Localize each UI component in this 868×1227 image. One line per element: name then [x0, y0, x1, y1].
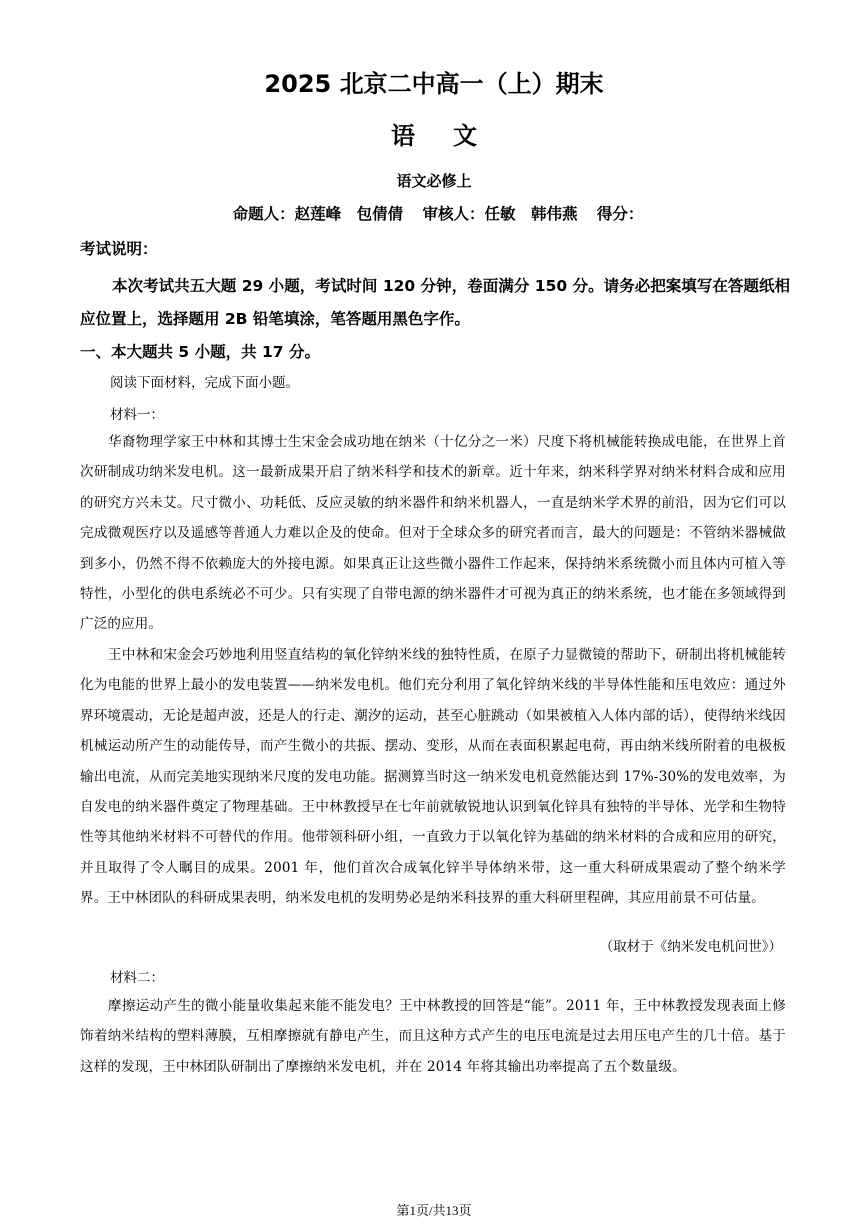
material1-paragraph-2: 王中林和宋金会巧妙地利用竖直结构的氧化锌纳米线的独特性质，在原子力显微镜的帮助下，研制出将机械能转化为电能的世界上最小的发电装置——纳米发电机。他们充分利用了氧化锌纳米线的半导体性能和压电效应：通过外界环境震动，无论是超声波，还是人的行走、潮汐的运动，甚至心脏跳动（如果被植入人体内部的话），使得纳米线因机械运动所产生的动能传导，而产生微小的共振、摆动、变形，从而在表面积累起电荷，再由纳米线所附着的电极板输出电流，从而完美地实现纳米尺度的发电功能。据测算当时这一纳米发电机竟然能达到 17%-30%的发电效率，为自发电的纳米器件奠定了物理基础。王中林教授早在七年前就敏锐地认识到氧化锌具有独特的半导体、光学和生物特性等其他纳米材料不可替代的作用。他带领科研小组，一直致力于以氧化锌为基础的纳米材料的合成和应用的研究，并且取得了令人瞩目的成果。2001 年，他们首次合成氧化锌半导体纳米带，这一重大科研成果震动了整个纳米学界。王中林团队的科研成果表明，纳米发电机的发明势必是纳米科技界的重大科研里程碑，其应用前景不可估量。: [80, 647, 786, 907]
author-line: [0, 201, 868, 227]
course-subtitle: 语文必修上: [396, 172, 472, 190]
score-label: 得分：: [596, 205, 644, 223]
material2-paragraph-1: 摩擦运动产生的微小能量收集起来能不能发电？王中林教授的回答是“能”。2011 年，王中林教授发现表面上修饰着纳米结构的塑料薄膜，互相摩擦就有静电产生，而且这种方式产生的电压电流是过去用压电产生的几十倍。基于这样的发现，王中林团队研制出了摩擦纳米发电机，并在 2014 年将其输出功率提高了五个数量级。: [80, 998, 786, 1075]
material1-paragraph-1: 华裔物理学家王中林和其博士生宋金会成功地在纳米（十亿分之一米）尺度下将机械能转换成电能，在世界上首次研制成功纳米发电机。这一最新成果开启了纳米科学和技术的新章。近十年来，纳米科学界对纳米材料合成和应用的研究方兴未艾。尺寸微小、功耗低、反应灵敏的纳米器件和纳米机器人，一直是纳米学术界的前沿，因为它们可以完成微观医疗以及遥感等普通人力难以企及的使命。但对于全球众多的研究者而言，最大的问题是：不管纳米器械做到多小，仍然不得不依赖庞大的外接电源。如果真正让这些微小器件工作起来，保持纳米系统微小而且体内可植入等特性，小型化的供电系统必不可少。只有实现了自带电源的纳米器件才可视为真正的纳米系统，也才能在多领域得到广泛的应用。: [80, 434, 786, 633]
exam-title: 2025 北京二中高一（上）期末: [264, 70, 604, 98]
setters-label: 命题人：赵莲峰 包倩倩: [232, 205, 404, 223]
material2-label: 材料二：: [110, 970, 164, 986]
reviewers-label: 审核人：任敏 韩伟燕: [422, 205, 578, 223]
section-heading: 一、本大题共 5 小题，共 17 分。: [80, 343, 320, 361]
subject-title: 语文: [391, 122, 515, 150]
instructions-heading: 考试说明：: [80, 240, 158, 258]
instructions-text: 本次考试共五大题 29 小题，考试时间 120 分钟，卷面满分 150 分。请务必把案填写在答题纸相应位置上，选择题用 2B 铅笔填涂，笔答题用黑色字作。: [80, 277, 790, 328]
page-number: 第1页/共13页: [396, 1203, 472, 1218]
material1-label: 材料一：: [110, 407, 164, 423]
material1-source: （取材于《纳米发电机问世》）: [599, 939, 782, 955]
reading-prompt: 阅读下面材料，完成下面小题。: [110, 375, 299, 391]
